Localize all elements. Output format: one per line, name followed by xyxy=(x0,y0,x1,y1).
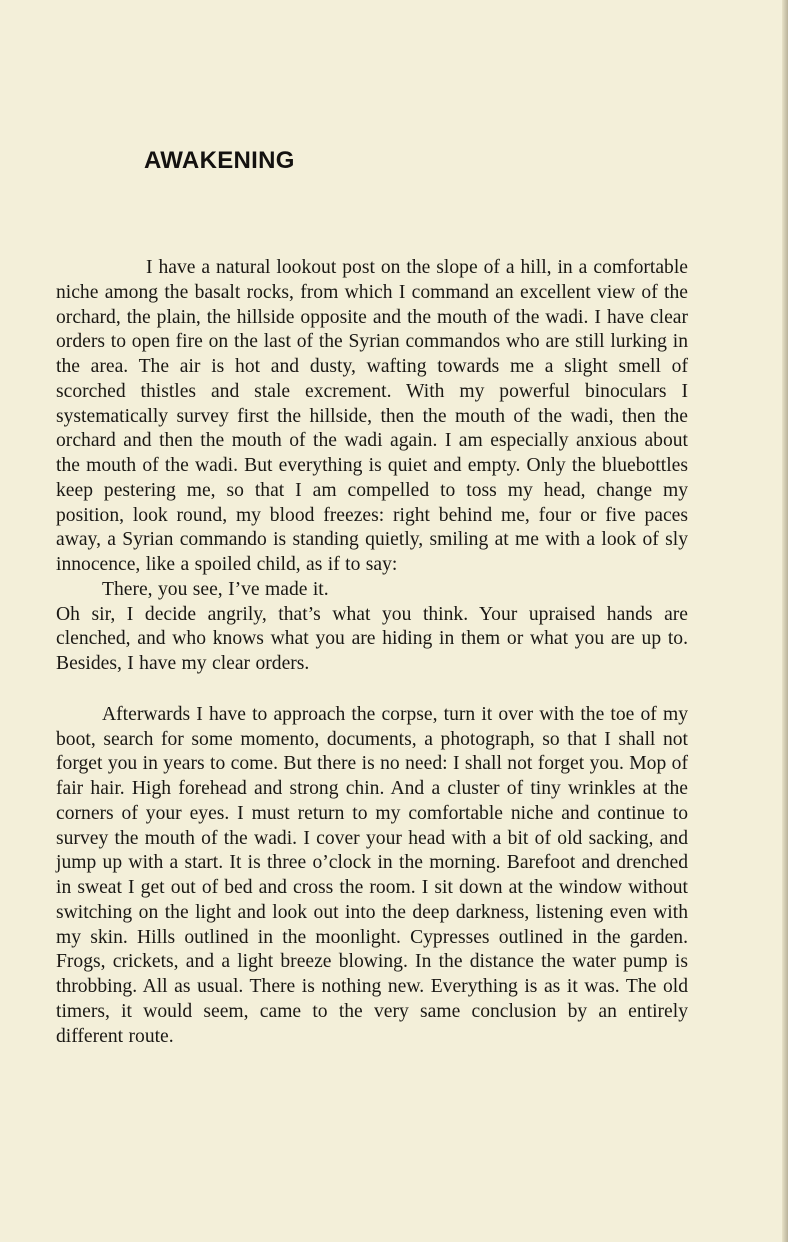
paragraph-lookout: I have a natural lookout post on the slope of a hill, in a comfortable niche among the basalt rocks, from which I command an excellent view of the orchard, the plain, the hillside opposite and the mouth of the wadi. I have clear orders to open fire on the last of the Syrian commandos who are still lurking in the area. The air is hot and dusty, wafting towards me a slight smell of scorched thistles and stale excrement. With my powerful binoculars I systematically survey first the hillside, then the mouth of the wadi, then the orchard and then the mouth of the wadi again. I am especially anxious about the mouth of the wadi. But everything is quiet and empty. Only the bluebottles keep pestering me, so that I am compelled to toss my head, change my position, look round, my blood freezes: right behind me, four or five paces away, a Syrian commando is standing quietly, smiling at me with a look of sly innocence, like a spoiled child, as if to say: xyxy=(56,257,688,575)
chapter-body xyxy=(56,256,688,1049)
paragraph-afterwards: Afterwards I have to approach the corpse, turn it over with the toe of my boot, search for some momento, documents, a photograph, so that I shall not forget you in years to come. But there is no need: I shall not forget you. Mop of fair hair. High forehead and strong chin. And a cluster of tiny wrinkles at the corners of your eyes. I must return to my comfortable niche and continue to survey the mouth of the wadi. I cover your head with a bit of old sacking, and jump up with a start. It is three o’clock in the morning. Barefoot and drenched in sweat I get out of bed and cross the room. I sit down at the window without switching on the light and look out into the deep darkness, listening even with my skin. Hills outlined in the moonlight. Cypresses outlined in the garden. Frogs, crickets, and a light breeze blowing. In the distance the water pump is throbbing. All as usual. There is nothing new. Everything is as it was. The old timers, it would seem, came to the very same conclusion by an entirely different route. xyxy=(56,703,688,1047)
paragraph-dialogue: There, you see, I’ve made it. xyxy=(102,578,329,600)
chapter-title: AWAKENING xyxy=(144,147,295,174)
paragraph-orders: Oh sir, I decide angrily, that’s what you think. Your upraised hands are clenched, and who knows what you are hiding in them or what you are up to. Besides, I have my clear orders. xyxy=(56,603,688,674)
page-edge xyxy=(782,0,788,1242)
paragraph-gap xyxy=(56,677,688,703)
